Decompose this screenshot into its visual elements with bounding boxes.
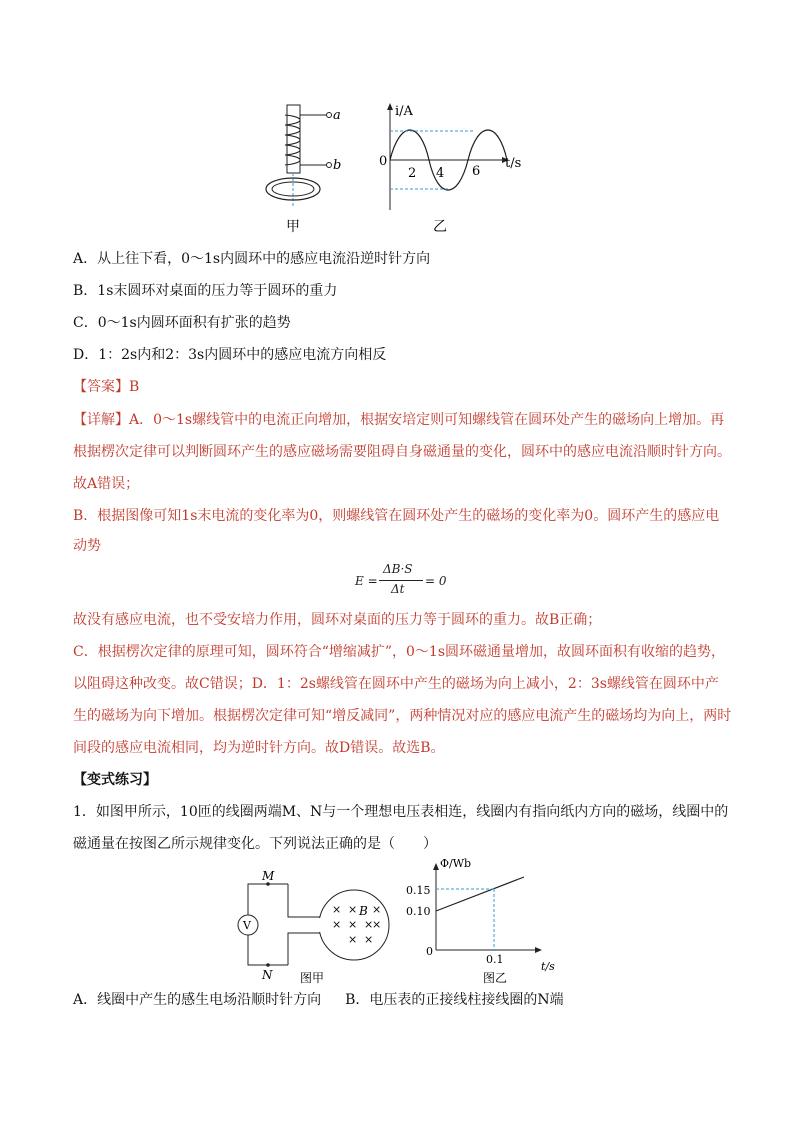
explain-line-9: 生的磁场为向下增加。根据楞次定律可知“增反减同”，两种情况对应的感应电流产生的磁场均为向上，两时 (73, 708, 732, 724)
flux-tick-015: 0.15 (406, 884, 431, 897)
field-cross: × (348, 933, 358, 946)
field-cross: × (372, 918, 382, 931)
field-cross: × (372, 903, 382, 916)
explain-line-10: 间段的感应电流相同，均为逆时针方向。故D错误。故选B。 (73, 740, 445, 756)
figure-1 (255, 95, 525, 240)
voltmeter-label: V (243, 919, 251, 932)
axis-x-label: t/s (505, 156, 522, 171)
flux-graph (433, 863, 542, 953)
formula-bar (379, 580, 423, 581)
option-b: B．1s末圆环对桌面的压力等于圆环的重力 (73, 283, 338, 299)
variant-question-2: 磁通量在按图乙所示规律变化。下列说法正确的是（ ） (73, 836, 437, 852)
answer-tag: 【答案】 (73, 379, 129, 395)
flux-tick-0: 0 (426, 945, 433, 958)
variant-option-b: B．电压表的正接线柱接线圈的N端 (345, 992, 564, 1008)
variant-option-line (73, 990, 564, 1010)
field-cross: × (332, 903, 342, 916)
label-N: N (262, 968, 273, 982)
solenoid-diagram (266, 105, 332, 207)
option-a: A．从上往下看，0～1s内圆环中的感应电流沿逆时针方向 (73, 251, 431, 267)
caption-figure-jia: 图甲 (300, 971, 325, 985)
explain-line-5: 动势 (73, 538, 101, 554)
tick-4: 4 (436, 166, 445, 181)
tick-0: 0 (379, 154, 388, 169)
field-cross: × (332, 918, 342, 931)
label-b: b (333, 158, 342, 173)
explain-line-8: 以阻碍这种改变。故C错误；D．1：2s螺线管在圆环中产生的磁场为向上减小，2：3s螺线管在圆环中产 (73, 676, 719, 692)
formula-denominator: Δt (391, 582, 405, 596)
caption-figure-yi: 图乙 (483, 971, 508, 985)
explain-line-6: 故没有感应电流，也不受安培力作用，圆环对桌面的压力等于圆环的重力。故B正确； (73, 612, 602, 628)
axis-y-label: i/A (395, 104, 413, 119)
formula-lhs: E = (355, 574, 378, 588)
tick-6: 6 (472, 164, 481, 179)
figure-2 (228, 855, 568, 990)
flux-tick-010: 0.10 (406, 905, 431, 918)
field-cross: × (348, 903, 358, 916)
formula-numerator: ΔB·S (383, 562, 413, 576)
option-c: C．0～1s内圆环面积有扩张的趋势 (73, 315, 291, 331)
explain-line-1: 【详解】A．0～1s螺线管中的电流正向增加，根据安培定则可知螺线管在圆环处产生的磁场向上增加。再 (73, 412, 725, 428)
label-a: a (333, 108, 341, 123)
variant-question-1: 1．如图甲所示，10匝的线圈两端M、N与一个理想电压表相连，线圈内有指向纸内方向的磁场，线圈中的 (73, 804, 729, 820)
explain-line-2: 根据楞次定律可以判断圆环产生的感应磁场需要阻碍自身磁通量的变化，圆环中的感应电流沿顺时针方向。 (73, 444, 731, 460)
field-cross: × (364, 918, 374, 931)
explain-tag: 【详解】 (73, 412, 129, 428)
field-cross: × (348, 918, 358, 931)
label-M: M (262, 869, 275, 883)
label-B: B (359, 904, 368, 918)
answer-line (73, 377, 139, 397)
explain-line-7: C．根据楞次定律的原理可知，圆环符合“增缩减扩”，0～1s圆环磁通量增加，故圆环面积有收缩的趋势， (73, 644, 726, 660)
variant-option-a: A．线圈中产生的感生电场沿顺时针方向 (73, 992, 322, 1008)
variant-heading: 【变式练习】 (73, 772, 157, 788)
current-graph (387, 103, 509, 210)
flux-axis-y: Φ/Wb (440, 857, 472, 870)
flux-axis-x: t/s (541, 960, 555, 973)
option-d: D．1：2s内和2：3s内圆环中的感应电流方向相反 (73, 347, 387, 363)
formula-rhs: = 0 (425, 574, 447, 588)
field-cross: × (364, 933, 374, 946)
flux-tick-01: 0.1 (486, 953, 504, 966)
answer-value: B (129, 379, 140, 395)
tick-2: 2 (408, 166, 417, 181)
explain-line-3: 故A错误； (73, 476, 140, 492)
caption-jia: 甲 (286, 219, 300, 235)
caption-yi: 乙 (433, 219, 447, 235)
explain-line-4: B．根据图像可知1s末电流的变化率为0，则螺线管在圆环处产生的磁场的变化率为0。圆环产生的感应电 (73, 508, 720, 524)
